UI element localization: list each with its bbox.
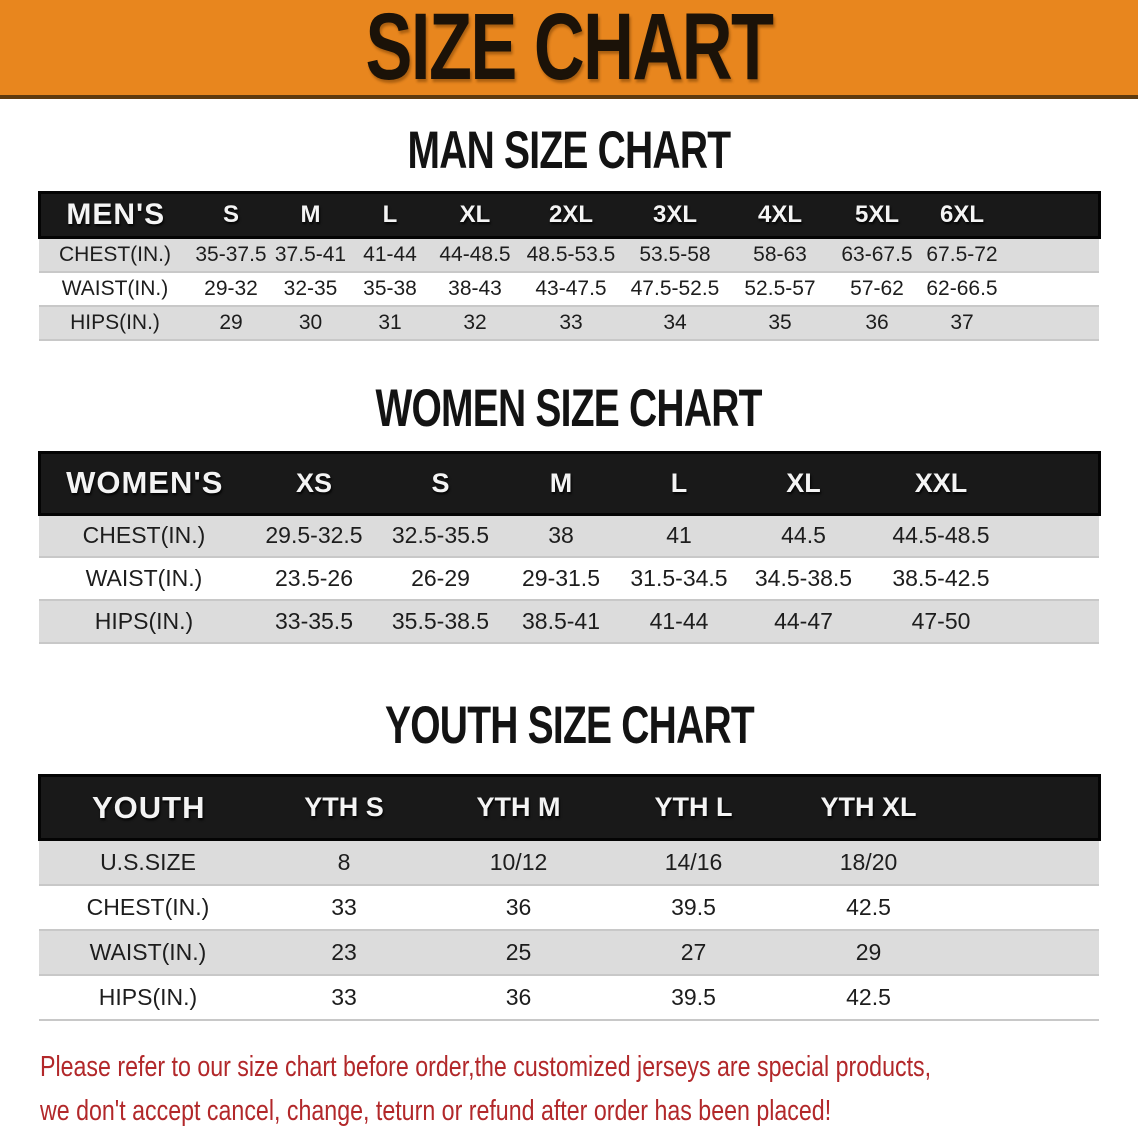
size-column-header: S bbox=[191, 193, 271, 238]
size-value-cell: 35.5-38.5 bbox=[379, 600, 502, 643]
table-row bbox=[39, 514, 1099, 557]
youth-size-chart-section bbox=[0, 696, 1138, 1021]
size-column-header: YTH M bbox=[431, 776, 606, 840]
size-value-cell: 37.5-41 bbox=[271, 238, 350, 272]
men-header-row bbox=[39, 193, 1099, 238]
size-value-cell: 26-29 bbox=[379, 557, 502, 600]
size-value-cell: 25 bbox=[431, 930, 606, 975]
size-value-cell: 39.5 bbox=[606, 975, 781, 1020]
man-size-chart-heading-text: MAN SIZE CHART bbox=[407, 120, 731, 180]
size-column-header: XXL bbox=[869, 452, 1013, 514]
size-value-cell: 44-48.5 bbox=[430, 238, 520, 272]
size-column-header: XS bbox=[249, 452, 379, 514]
youth-table-label: YOUTH bbox=[39, 776, 257, 840]
size-value-cell: 58-63 bbox=[728, 238, 832, 272]
size-value-cell: 29 bbox=[191, 306, 271, 340]
size-column-header: 3XL bbox=[622, 193, 728, 238]
disclaimer bbox=[40, 1045, 1138, 1132]
size-value-cell: 29.5-32.5 bbox=[249, 514, 379, 557]
size-value-cell: 32-35 bbox=[271, 272, 350, 306]
size-value-cell: 33-35.5 bbox=[249, 600, 379, 643]
size-value-cell: 36 bbox=[431, 885, 606, 930]
size-value-cell: 29-32 bbox=[191, 272, 271, 306]
header-filler bbox=[1013, 452, 1099, 514]
women-size-chart-heading-text: WOMEN SIZE CHART bbox=[375, 378, 763, 437]
banner-title: SIZE CHART bbox=[365, 0, 773, 99]
size-value-cell: 29-31.5 bbox=[502, 557, 620, 600]
table-row bbox=[39, 272, 1099, 306]
row-filler bbox=[1013, 514, 1099, 557]
size-column-header: 5XL bbox=[832, 193, 922, 238]
women-size-chart-heading bbox=[0, 378, 1138, 437]
size-value-cell: 38.5-42.5 bbox=[869, 557, 1013, 600]
size-value-cell: 44.5 bbox=[738, 514, 869, 557]
size-value-cell: 35-37.5 bbox=[191, 238, 271, 272]
size-column-header: YTH S bbox=[257, 776, 431, 840]
size-value-cell: 43-47.5 bbox=[520, 272, 622, 306]
size-column-header: L bbox=[620, 452, 738, 514]
man-size-chart-heading bbox=[0, 120, 1138, 180]
size-value-cell: 48.5-53.5 bbox=[520, 238, 622, 272]
size-value-cell: 44-47 bbox=[738, 600, 869, 643]
men-table-label: MEN'S bbox=[39, 193, 191, 238]
size-value-cell: 38-43 bbox=[430, 272, 520, 306]
size-column-header: M bbox=[502, 452, 620, 514]
row-label: U.S.SIZE bbox=[39, 840, 257, 885]
row-filler bbox=[1002, 306, 1099, 340]
size-value-cell: 30 bbox=[271, 306, 350, 340]
size-value-cell: 23.5-26 bbox=[249, 557, 379, 600]
size-value-cell: 47.5-52.5 bbox=[622, 272, 728, 306]
size-column-header: 6XL bbox=[922, 193, 1002, 238]
row-label: CHEST(IN.) bbox=[39, 885, 257, 930]
size-value-cell: 34 bbox=[622, 306, 728, 340]
size-column-header: S bbox=[379, 452, 502, 514]
size-value-cell: 67.5-72 bbox=[922, 238, 1002, 272]
row-filler bbox=[956, 885, 1099, 930]
table-row bbox=[39, 930, 1099, 975]
size-value-cell: 38.5-41 bbox=[502, 600, 620, 643]
table-row bbox=[39, 600, 1099, 643]
disclaimer-line-1: Please refer to our size chart before order,the customized jerseys are special products, bbox=[40, 1050, 932, 1083]
row-filler bbox=[956, 975, 1099, 1020]
row-filler bbox=[1002, 272, 1099, 306]
size-value-cell: 32 bbox=[430, 306, 520, 340]
youth-size-chart-heading-text: YOUTH SIZE CHART bbox=[384, 695, 754, 755]
size-column-header: XL bbox=[430, 193, 520, 238]
row-label: WAIST(IN.) bbox=[39, 557, 249, 600]
size-value-cell: 34.5-38.5 bbox=[738, 557, 869, 600]
table-row bbox=[39, 557, 1099, 600]
man-size-table bbox=[38, 191, 1101, 341]
size-value-cell: 42.5 bbox=[781, 975, 956, 1020]
size-value-cell: 18/20 bbox=[781, 840, 956, 885]
table-row bbox=[39, 840, 1099, 885]
youth-size-table bbox=[38, 774, 1101, 1021]
size-column-header: XL bbox=[738, 452, 869, 514]
table-row bbox=[39, 238, 1099, 272]
size-value-cell: 33 bbox=[520, 306, 622, 340]
size-value-cell: 57-62 bbox=[832, 272, 922, 306]
size-column-header: M bbox=[271, 193, 350, 238]
youth-header-row bbox=[39, 776, 1099, 840]
size-column-header: YTH L bbox=[606, 776, 781, 840]
table-row bbox=[39, 306, 1099, 340]
size-value-cell: 41-44 bbox=[350, 238, 430, 272]
size-value-cell: 42.5 bbox=[781, 885, 956, 930]
size-value-cell: 33 bbox=[257, 885, 431, 930]
size-value-cell: 35-38 bbox=[350, 272, 430, 306]
size-value-cell: 10/12 bbox=[431, 840, 606, 885]
row-label: HIPS(IN.) bbox=[39, 306, 191, 340]
size-value-cell: 23 bbox=[257, 930, 431, 975]
size-value-cell: 32.5-35.5 bbox=[379, 514, 502, 557]
size-value-cell: 33 bbox=[257, 975, 431, 1020]
size-value-cell: 35 bbox=[728, 306, 832, 340]
women-size-chart-section bbox=[0, 379, 1138, 645]
size-value-cell: 38 bbox=[502, 514, 620, 557]
size-value-cell: 29 bbox=[781, 930, 956, 975]
size-value-cell: 53.5-58 bbox=[622, 238, 728, 272]
size-column-header: 4XL bbox=[728, 193, 832, 238]
row-label: CHEST(IN.) bbox=[39, 238, 191, 272]
banner bbox=[0, 0, 1138, 99]
size-column-header: L bbox=[350, 193, 430, 238]
size-value-cell: 14/16 bbox=[606, 840, 781, 885]
header-filler bbox=[1002, 193, 1099, 238]
row-label: CHEST(IN.) bbox=[39, 514, 249, 557]
size-value-cell: 36 bbox=[431, 975, 606, 1020]
size-value-cell: 52.5-57 bbox=[728, 272, 832, 306]
row-filler bbox=[1002, 238, 1099, 272]
row-label: HIPS(IN.) bbox=[39, 600, 249, 643]
row-filler bbox=[956, 840, 1099, 885]
size-value-cell: 44.5-48.5 bbox=[869, 514, 1013, 557]
man-size-chart-section bbox=[0, 121, 1138, 341]
row-label: HIPS(IN.) bbox=[39, 975, 257, 1020]
table-row bbox=[39, 975, 1099, 1020]
row-filler bbox=[956, 930, 1099, 975]
size-value-cell: 41-44 bbox=[620, 600, 738, 643]
size-value-cell: 31 bbox=[350, 306, 430, 340]
size-column-header: YTH XL bbox=[781, 776, 956, 840]
row-filler bbox=[1013, 557, 1099, 600]
row-label: WAIST(IN.) bbox=[39, 930, 257, 975]
size-value-cell: 37 bbox=[922, 306, 1002, 340]
women-table-label: WOMEN'S bbox=[39, 452, 249, 514]
women-header-row bbox=[39, 452, 1099, 514]
size-column-header: 2XL bbox=[520, 193, 622, 238]
row-filler bbox=[1013, 600, 1099, 643]
disclaimer-line-2: we don't accept cancel, change, teturn or refund after order has been placed! bbox=[40, 1094, 832, 1127]
women-size-table bbox=[38, 451, 1101, 645]
size-value-cell: 27 bbox=[606, 930, 781, 975]
size-value-cell: 39.5 bbox=[606, 885, 781, 930]
header-filler bbox=[956, 776, 1099, 840]
size-value-cell: 31.5-34.5 bbox=[620, 557, 738, 600]
table-row bbox=[39, 885, 1099, 930]
size-value-cell: 63-67.5 bbox=[832, 238, 922, 272]
size-value-cell: 41 bbox=[620, 514, 738, 557]
row-label: WAIST(IN.) bbox=[39, 272, 191, 306]
size-value-cell: 36 bbox=[832, 306, 922, 340]
size-value-cell: 47-50 bbox=[869, 600, 1013, 643]
size-value-cell: 62-66.5 bbox=[922, 272, 1002, 306]
size-value-cell: 8 bbox=[257, 840, 431, 885]
youth-size-chart-heading bbox=[0, 695, 1138, 755]
